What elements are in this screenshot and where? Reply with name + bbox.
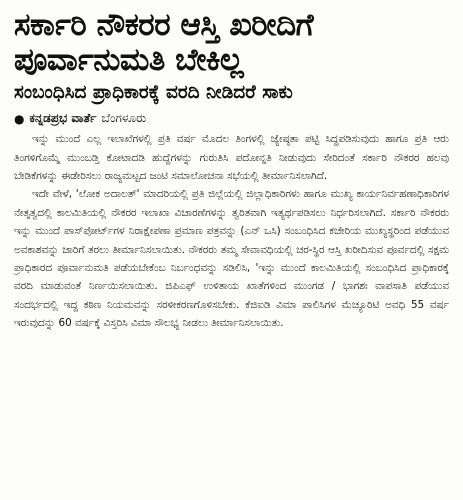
byline-paper: ಕನ್ನಡಪ್ರಭ ವಾರ್ತೆ	[29, 111, 97, 126]
article-body	[14, 130, 449, 332]
bullet-icon: ●	[14, 111, 25, 126]
headline-line-2: ಪೂರ್ವಾನುಮತಿ ಬೇಕಿಲ್ಲ	[14, 41, 244, 78]
byline-city: ಬೆಂಗಳೂರು	[101, 111, 147, 126]
article-paragraph-1: ಇನ್ನು ಮುಂದೆ ಎಲ್ಲ ಇಲಾಖೆಗಳಲ್ಲಿ ಪ್ರತಿ ವರ್ಷ ಮೊದಲ ತಿಂಗಳಲ್ಲಿ ಜ್ಯೇಷ್ಠತಾ ಪಟ್ಟಿ ಸಿದ್ಧಪಡಿಸುವುದು ಹಾಗೂ ಪ್ರತಿ ಆರು ತಿಂಗಳಿಗೊಮ್ಮೆ ಮುಂಬಡ್ತಿ ಕೋಟಾದಡಿ ಹುದ್ದೆಗಳನ್ನು ಗುರುತಿಸಿ ಪದೋನ್ನತಿ ನೀಡುವುದು ಸೇರಿದಂತೆ ಸರ್ಕಾರಿ ನೌಕರರ ಹಲವು ಬೇಡಿಕೆಗಳನ್ನು ಈಡೇರಿಸಲು ರಾಜ್ಯಮಟ್ಟದ ಜಂಟಿ ಸಮಾಲೋಚನಾ ಸಭೆಯಲ್ಲಿ ತೀರ್ಮಾನಿಸಲಾಗಿದೆ.	[14, 133, 449, 182]
byline	[14, 111, 449, 126]
article-paragraph-2: ಇದೇ ವೇಳೆ, 'ಲೋಕ ಅದಾಲತ್' ಮಾದರಿಯಲ್ಲಿ ಪ್ರತಿ ಜಿಲ್ಲೆಯಲ್ಲಿ ಜಿಲ್ಲಾಧಿಕಾರಿಗಳು ಹಾಗೂ ಮುಖ್ಯ ಕಾರ್ಯನಿರ್ವಹಣಾಧಿಕಾರಿಗಳ ನೇತೃತ್ವದಲ್ಲಿ ಕಾಲಮಿತಿಯಲ್ಲಿ ನೌಕರರ ಇಲಾಖಾ ವಿಚಾರಣೆಗಳನ್ನು ತ್ವರಿತವಾಗಿ ಇತ್ಯರ್ಥಪಡಿಸಲು ನಿರ್ಧರಿಸಲಾಗಿದೆ. ಸರ್ಕಾರಿ ನೌಕರರು ಇನ್ನು ಮುಂದೆ ಪಾಸ್‌ಪೋರ್ಟ್‌ಗಳ ನಿರಾಕ್ಷೇಪಣಾ ಪ್ರಮಾಣ ಪತ್ರವನ್ನು (ಎನ್ ಒಸಿ) ಸಂಬಂಧಿಸಿದ ಕಚೇರಿಯ ಮುಖ್ಯಸ್ಥರಿಂದ ಪಡೆಯುವ ಅವಕಾಶವನ್ನು ಜಾರಿಗೆ ತರಲು ತೀರ್ಮಾನಿಸಲಾಯಿತು. ನೌಕರರು ತಮ್ಮ ಸೇವಾವಧಿಯಲ್ಲಿ ಚರ-ಸ್ಥಿರ ಆಸ್ತಿ ಖರೀದಿಸುವ ಪೂರ್ವದಲ್ಲಿ ಸಕ್ಷಮ ಪ್ರಾಧಿಕಾರದ ಪೂರ್ವಾನುಮತಿ ಪಡೆಯಬೇಕೆಂಬ ನಿರ್ಬಂಧವನ್ನು ಸಡಿಲಿಸಿ, 'ಇನ್ನು ಮುಂದೆ ಕಾಲಮಿತಿಯಲ್ಲಿ ಸಂಬಂಧಿಸಿದ ಪ್ರಾಧಿಕಾರಕ್ಕೆ ವರದಿ ಮಾಡುವಂತೆ ನಿರ್ಣಯಿಸಲಾಯಿತು. ಜಿಪಿಎಫ್ ಉಳಿತಾಯ ಖಾತೆಗಳಿಂದ ಮುಂಗಡ / ಭಾಗಶಃ ವಾಪಸಾತಿ ಪಡೆಯುವ ಸಂದರ್ಭದಲ್ಲಿ ಇದ್ದ ಕಠಿಣ ನಿಯಮವನ್ನು ಸರಳೀಕರಣಗೊಳಿಸಬೇಕು. ಕೆಜಿಐಡಿ ವಿಮಾ ಪಾಲಿಸಿಗಳ ಮೆಚ್ಯೂರಿಟಿ ಅವಧಿ 55 ವರ್ಷ ಇರುವುದನ್ನು 60 ವರ್ಷಕ್ಕೆ ವಿಸ್ತರಿಸಿ ವಿಮಾ ಸೌಲಭ್ಯ ನೀಡಲು ತೀರ್ಮಾನಿಸಲಾಯಿತು.	[14, 188, 449, 330]
subheadline: ಸಂಬಂಧಿಸಿದ ಪ್ರಾಧಿಕಾರಕ್ಕೆ ವರದಿ ನೀಡಿದರೆ ಸಾಕು	[14, 82, 293, 104]
headline-line-1: ಸರ್ಕಾರಿ ನೌಕರರ ಆಸ್ತಿ ಖರೀದಿಗೆ	[14, 7, 314, 43]
